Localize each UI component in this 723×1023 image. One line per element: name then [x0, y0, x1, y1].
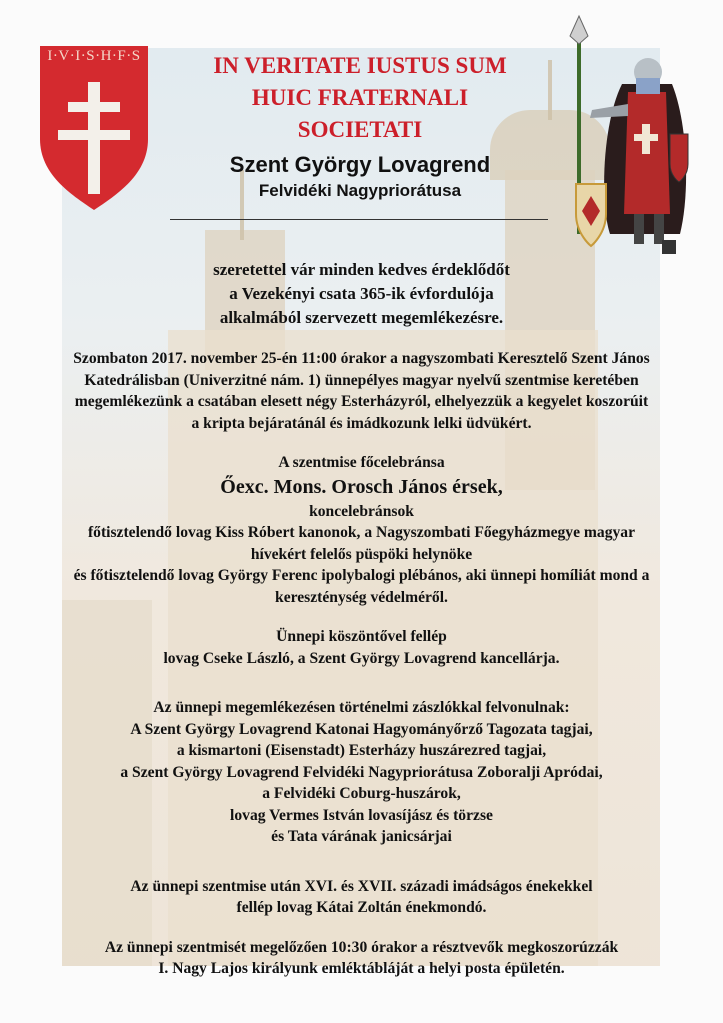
- main-celebrant: Őexc. Mons. Orosch János érsek,: [220, 475, 503, 498]
- shield-initials: I·V·I·S·H·F·S: [47, 48, 141, 64]
- motto-line-1: IN VERITATE IUSTUS SUM: [213, 53, 507, 78]
- celebrant-intro: A szentmise főcelebránsa: [278, 454, 445, 471]
- greeting-line: Ünnepi köszöntővel fellép: [276, 628, 447, 645]
- flags-line: lovag Vermes István lovasíjász és törzse: [230, 806, 493, 824]
- celebrants-section: [40, 452, 683, 608]
- flags-line: a kismartoni (Eisenstadt) Esterházy huszárezred tagjai,: [176, 742, 547, 759]
- songs-section: [40, 876, 683, 919]
- knight-illustration: [562, 14, 702, 258]
- flags-line: a Felvidéki Coburg-huszárok,: [262, 785, 461, 802]
- invitation-line: szeretettel vár minden kedves érdeklődőt: [213, 260, 510, 279]
- details-line: Szombaton 2017. november 25-én 11:00 órakor a nagyszombati Keresztelő Szent János: [73, 350, 650, 367]
- invitation-body: [40, 258, 683, 980]
- motto-line-3: SOCIETATI: [297, 117, 423, 142]
- wreath-section: [40, 937, 683, 980]
- header-divider: [170, 219, 548, 220]
- concelebrant-line: kereszténység védelméről.: [275, 588, 448, 606]
- organization-subtitle: Felvidéki Nagypriorátusa: [258, 181, 462, 200]
- flags-section: [40, 697, 683, 848]
- flags-line: és Tata várának janicsárjai: [271, 828, 452, 845]
- concelebrants-label: koncelebránsok: [309, 502, 414, 520]
- greeting-section: [40, 626, 683, 669]
- flags-line: A Szent György Lovagrend Katonai Hagyományőrző Tagozata tagjai,: [130, 720, 593, 738]
- details-line: megemlékezünk a csatában elesett négy Esterházyról, elhelyezzük a kegyelet koszorúit: [74, 393, 649, 410]
- invitation-line: a Vezekényi csata 365-ik évfordulója: [229, 284, 494, 303]
- motto-line-2: HUIC FRATERNALI: [251, 85, 469, 110]
- flags-line: Az ünnepi megemlékezésen történelmi zászlókkal felvonulnak:: [153, 699, 570, 716]
- concelebrant-line: főtisztelendő lovag Kiss Róbert kanonok, a Nagyszombati Főegyházmegye magyar: [87, 524, 636, 541]
- songs-line: fellép lovag Kátai Zoltán énekmondó.: [236, 899, 487, 916]
- details-line: a kripta bejáratánál és imádkozunk lelki üdvükért.: [191, 414, 532, 432]
- wreath-line: Az ünnepi szentmisét megelőzően 10:30 órakor a résztvevők megkoszorúzzák: [104, 938, 619, 956]
- wreath-line: I. Nagy Lajos királyunk emléktábláját a helyi posta épületén.: [158, 960, 565, 977]
- shield-icon: [38, 44, 150, 212]
- flags-line: a Szent György Lovagrend Felvidéki Nagypriorátusa Zoboralji Apródai,: [120, 763, 603, 781]
- invitation-section: [40, 258, 683, 330]
- songs-line: Az ünnepi szentmise után XVI. és XVII. századi imádságos énekekkel: [130, 877, 593, 895]
- invitation-line: alkalmából szervezett megemlékezésre.: [219, 308, 504, 327]
- concelebrant-line: hívekért felelős püspöki helynöke: [250, 545, 473, 563]
- knight-icon: [562, 14, 702, 258]
- concelebrant-line: és főtisztelendő lovag György Ferenc ipolybalogi plébános, aki ünnepi homíliát mond a: [73, 567, 650, 584]
- greeting-line: lovag Cseke László, a Szent György Lovagrend kancellárja.: [163, 649, 560, 667]
- header: [150, 50, 570, 204]
- organization-name: Szent György Lovagrend: [229, 152, 491, 177]
- details-section: [40, 348, 683, 434]
- details-line: Katedrálisban (Univerzitné nám. 1) ünnepélyes magyar nyelvű szentmise keretében: [84, 371, 639, 389]
- order-shield-logo: [38, 44, 150, 212]
